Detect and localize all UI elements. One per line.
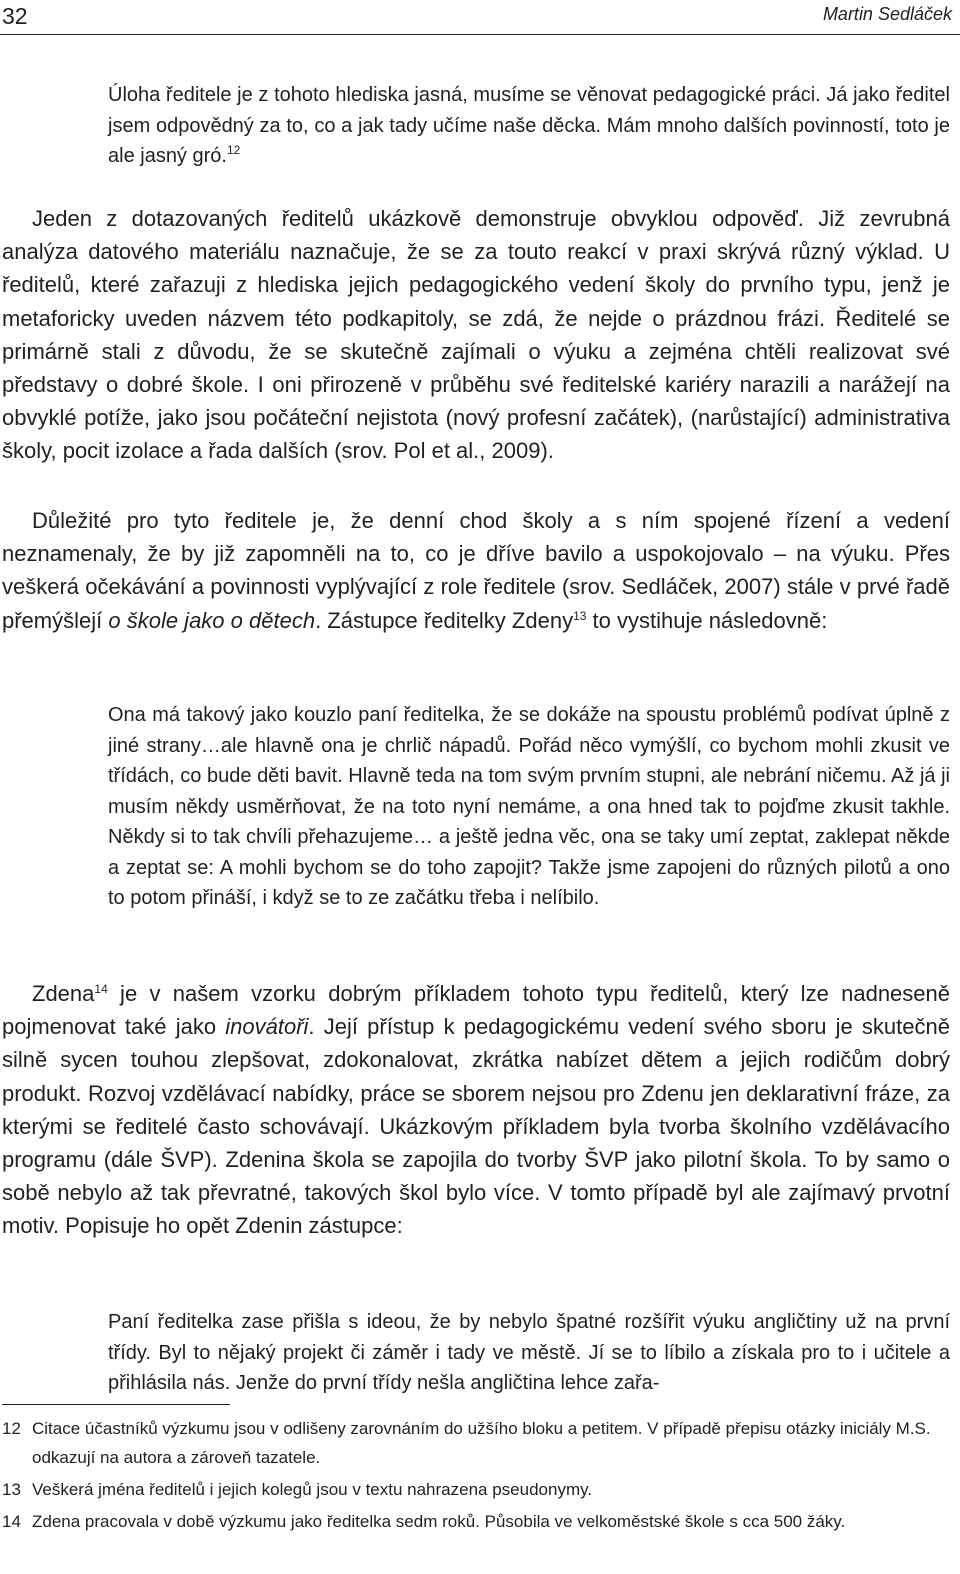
quote-block-2: Ona má takový jako kouzlo paní ředitelka, že se dokáže na spoustu problémů podívat úplně z jiné strany…ale hlavně ona je chrlič nápadů. Pořád něco vymýšlí, co bychom mohli zkusit ve třídách, co bude děti bavit. Hlavně teda na tom svým prvním stupni, ale nebrání ničemu. Až já ji musím někdy usměrňovat, že na toto nyní nemáme, a ona hned tak to pojďme zkusit takhle. Někdy si to tak chvíli přehazujeme… a ještě jedna věc, ona se taky umí zeptat, zaklepat někde a zeptat se: A mohli bychom se do toho zapojit? Takže jsme zapojeni do různých pilotů a ono to potom přináší, i když se to ze začátku třeba i nelíbilo. (108, 704, 950, 909)
footnote-ref-13[interactable]: 13 (573, 608, 587, 623)
running-head: Martin Sedláček (822, 4, 952, 24)
footnote-number: 13 (2, 1480, 21, 1499)
footnotes (2, 1414, 950, 1539)
quote-block-3: Paní ředitelka zase přišla s ideou, že by nebylo špatné rozšířit výuku angličtiny už na první třídy. Byl to nějaký projekt či záměr i tady ve městě. Jí se to líbilo a získala pro to i učitele a přihlásila nás. Jenže do první třídy nešla angličtina lehce zařa- (108, 1311, 950, 1394)
header-rule (0, 34, 960, 35)
footnote-14 (2, 1507, 950, 1536)
page-header (0, 0, 960, 36)
paragraph-3-text-a: Zdena (32, 981, 95, 1006)
footnote-12 (2, 1414, 950, 1472)
paragraph-2-text-a: Důležité pro tyto ředitele je, že denní chod školy a s ním spojené řízení a vedení neznamenaly, že by již zapomněli na to, co je dříve bavilo a uspokojovalo – na výuku. Přes veškerá očekávání a povinnosti vyplývající z role ředitele (srov. Sedláček, 2007) stále v prvé řadě přemýšlejí (2, 508, 950, 633)
paragraph-3-text-b: je v našem vzorku dobrým příkladem tohoto typu ředitelů, který lze nadneseně pojmenovat také jako (2, 981, 950, 1040)
paragraph-3 (2, 977, 950, 1243)
footnote-rule (2, 1404, 230, 1405)
footnote-ref-14[interactable]: 14 (94, 982, 108, 996)
quote-block-1 (108, 80, 950, 172)
paragraph-3-italic: inovátoři (225, 1014, 309, 1040)
footnote-text: Citace účastníků výzkumu jsou v odlišeny zarovnáním do užšího bloku a petitem. V případě přepisu otázky iniciály M.S. odkazují na autora a zároveň tazatele. (32, 1419, 931, 1467)
footnote-ref-12[interactable]: 12 (226, 143, 241, 157)
quote-1-text: Úloha ředitele je z tohoto hlediska jasná, musíme se věnovat pedagogické práci. Já jako ředitel jsem odpovědný za to, co a jak tady učíme naše děcka. Mám mnoho dalších povinností, toto je ale jasný gró. (108, 84, 950, 167)
paragraph-2-italic: o škole jako o dětech (108, 607, 316, 633)
footnote-13 (2, 1475, 950, 1504)
paragraph-2 (2, 504, 950, 637)
paragraph-2-text-c: to vystihuje následovně: (586, 607, 828, 633)
page-number: 32 (2, 3, 28, 29)
paragraph-3-text-c: . Její přístup k pedagogickému vedení svého sboru je skutečně silně sycen touhou zlepšovat, zdokonalovat, zkrátka nabízet dětem a jejich rodičům dobrý produkt. Rozvoj vzdělávací nabídky, práce se sborem nejsou pro Zdenu jen deklarativní fráze, za kterými se ředitelé často schovávají. Ukázkovým příkladem byla tvorba školního vzdělávacího programu (dále ŠVP). Zdenina škola se zapojila do tvorby ŠVP jako pilotní škola. To by samo o sobě nebylo až tak převratné, takových škol bylo více. V tomto případě byl ale zajímavý prvotní motiv. Popisuje ho opět Zdenin zástupce: (2, 1014, 950, 1239)
footnote-text: Veškerá jména ředitelů i jejich kolegů jsou v textu nahrazena pseudonymy. (32, 1480, 593, 1499)
footnote-number: 12 (2, 1419, 21, 1438)
footnote-text: Zdena pracovala v době výzkumu jako ředitelka sedm roků. Působila ve velkoměstské škole s cca 500 žáky. (32, 1512, 846, 1531)
paragraph-1: Jeden z dotazovaných ředitelů ukázkově demonstruje obvyklou odpověď. Již zevrubná analýza datového materiálu naznačuje, že se za touto reakcí v praxi skrývá různý výklad. U ředitelů, které zařazuji z hlediska jejich pedagogického vedení školy do prvního typu, jenž je metaforicky uveden názvem této podkapitoly, se zdá, že nejde o prázdnou frázi. Ředitelé se primárně stali z důvodu, že se skutečně zajímali o výuku a zejména chtěli realizovat své představy o dobré škole. I oni přirozeně v průběhu své ředitelské kariéry narazili a narážejí na obvyklé potíže, jako jsou počáteční nejistota (nový profesní začátek), (narůstající) administrativa školy, pocit izolace a řada dalších (srov. Pol et al., 2009). (2, 206, 950, 464)
footnote-number: 14 (2, 1512, 21, 1531)
paragraph-2-text-b: . Zástupce ředitelky Zdeny (315, 607, 574, 633)
